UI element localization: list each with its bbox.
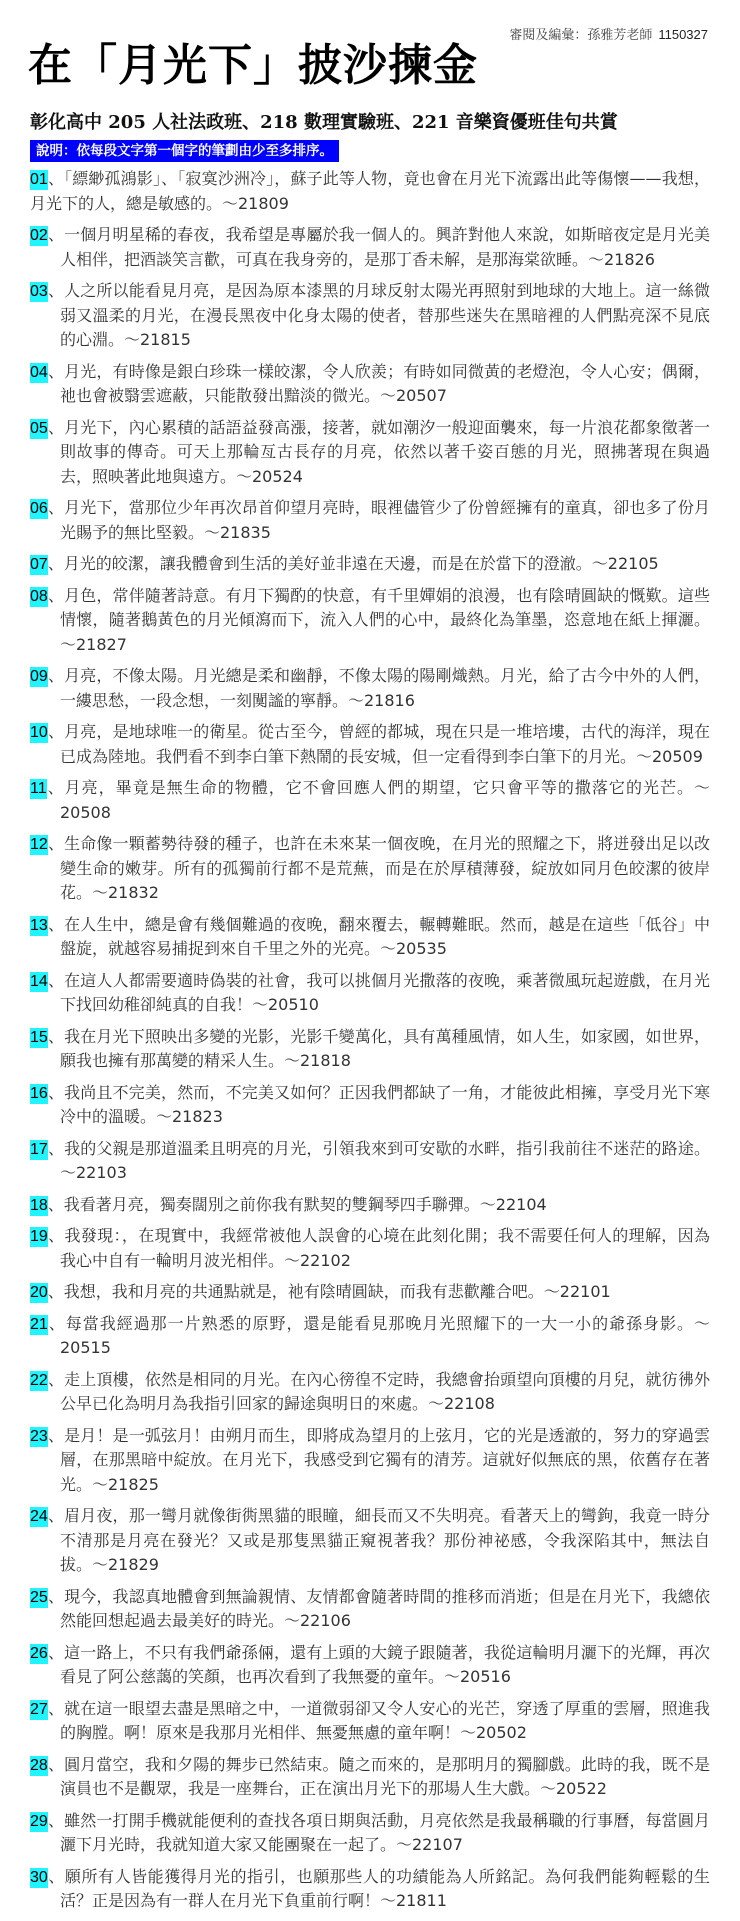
item-number-badge: 07 bbox=[30, 556, 48, 573]
item-number-badge: 27 bbox=[30, 1700, 48, 1718]
item-number-badge: 15 bbox=[30, 1028, 48, 1046]
sentence-item bbox=[30, 1280, 710, 1305]
sentence-item bbox=[30, 1137, 710, 1186]
item-number-badge: 13 bbox=[30, 916, 48, 934]
sentence-item bbox=[30, 1025, 710, 1074]
item-number-badge: 03 bbox=[30, 283, 48, 300]
sentence-item bbox=[30, 416, 710, 490]
item-text: 、是月！是一弧弦月！由朔月而生，即將成為望月的上弦月，它的光是透澈的，努力的穿過雲層，在那黑暗中綻放。在月光下，我感受到它獨有的清芳。這就好似無底的黑，依舊存在著光。～21825 bbox=[47, 1425, 710, 1494]
sentence-item bbox=[30, 279, 710, 353]
sentence-item bbox=[30, 1081, 710, 1130]
item-number-badge: 01 bbox=[30, 171, 48, 188]
item-text: 、雖然一打開手機就能便利的查找各項日期與活動，月亮依然是我最稱職的行事曆，每當圓月灑下月光時，我就知道大家又能團聚在一起了。～22107 bbox=[47, 1810, 710, 1854]
item-number-badge: 11 bbox=[30, 780, 47, 797]
item-number-badge: 14 bbox=[30, 972, 48, 990]
item-text: 、眉月夜，那一彎月就像街衖黑貓的眼瞳，細長而又不失明亮。看著天上的彎鉤，我竟一時分不清那是月亮在發光？又或是那隻黑貓正窺視著我？那份神祕感，令我深陷其中，無法自拔。～21829 bbox=[47, 1506, 710, 1574]
sentence-item bbox=[30, 360, 710, 409]
item-text: 、月光下，內心累積的話語益發高漲，接著，就如潮汐一般迎面襲來，每一片浪花都象徵著一則故事的傳奇。可天上那輪亙古長存的月亮，依然以著千姿百態的月光，照拂著現在與過去，照映著此地與遠方。～20524 bbox=[47, 417, 710, 486]
item-number-badge: 09 bbox=[30, 668, 48, 685]
item-text: 、願所有人皆能獲得月光的指引，也願那些人的功績能為人所銘記。為何我們能夠輕鬆的生活？正是因為有一群人在月光下負重前行啊！～21811 bbox=[47, 1866, 710, 1910]
sentence-item bbox=[30, 1809, 710, 1858]
sentence-item bbox=[30, 1641, 710, 1690]
item-number-badge: 21 bbox=[30, 1315, 48, 1333]
sentence-item bbox=[30, 167, 710, 216]
sentence-item bbox=[30, 1753, 710, 1802]
page-title: 在「月光下」披沙揀金 bbox=[28, 40, 478, 91]
page-subtitle: 彰化高中 205 人社法政班、218 數理實驗班、221 音樂資優班佳句共賞 bbox=[30, 112, 618, 133]
item-text: 、每當我經過那一片熟悉的原野，還是能看見那晚月光照耀下的一大一小的爺孫身影。～20515 bbox=[47, 1313, 710, 1357]
item-text: 、月光，有時像是銀白珍珠一樣皎潔，令人欣羨；有時如同微黃的老燈泡，令人心安；偶爾，祂也會被翳雲遮蔽，只能散發出黯淡的微光。～20507 bbox=[47, 361, 710, 405]
item-text: 、我在月光下照映出多變的光影，光影千變萬化，具有萬種風情，如人生，如家國，如世界，願我也擁有那萬變的精采人生。～21818 bbox=[47, 1026, 710, 1070]
item-number-badge: 24 bbox=[30, 1508, 48, 1525]
item-text: 、我想，我和月亮的共通點就是，祂有陰晴圓缺，而我有悲歡離合吧。～22101 bbox=[47, 1282, 611, 1301]
item-text: 、這一路上，不只有我們爺孫倆，還有上頭的大鏡子跟隨著，我從這輪明月灑下的光輝，再次看見了阿公慈藹的笑顏，也再次看到了我無憂的童年。～20516 bbox=[47, 1642, 710, 1686]
sentence-item bbox=[30, 1193, 710, 1218]
item-number-badge: 28 bbox=[30, 1756, 48, 1774]
item-text: 、就在這一眼望去盡是黑暗之中，一道微弱卻又令人安心的光芒，穿透了厚重的雲層，照進我的胸膛。啊！原來是我那月光相伴、無憂無慮的童年啊！～20502 bbox=[47, 1698, 710, 1742]
item-text: 、我發現：，在現實中，我經常被他人誤會的心境在此刻化開；我不需要任何人的理解，因為我心中自有一輪明月波光相伴。～22102 bbox=[47, 1226, 710, 1270]
item-number-badge: 19 bbox=[30, 1228, 48, 1245]
sentence-item bbox=[30, 1697, 710, 1746]
item-text: 、月色，常伴隨著詩意。有月下獨酌的快意，有千里嬋娟的浪漫，也有陰晴圓缺的慨歎。這些情懷，隨著鵝黃色的月光傾瀉而下，流入人們的心中，最終化為筆墨，恣意地在紙上揮灑。～21827 bbox=[47, 585, 710, 654]
item-number-badge: 02 bbox=[30, 227, 48, 244]
item-number-badge: 18 bbox=[30, 1196, 48, 1214]
sentence-item bbox=[30, 1424, 710, 1498]
item-text: 、現今，我認真地體會到無論親情、友情都會隨著時間的推移而消逝；但是在月光下，我總依然能回想起過去最美好的時光。～22106 bbox=[47, 1586, 710, 1630]
item-number-badge: 16 bbox=[30, 1084, 48, 1102]
item-number-badge: 20 bbox=[30, 1284, 48, 1301]
item-text: 、月亮，畢竟是無生命的物體，它不會回應人們的期望，它只會平等的撒落它的光芒。～20508 bbox=[46, 778, 710, 822]
item-text: 、在這人人都需要適時偽裝的社會，我可以挑個月光撒落的夜晚，乘著微風玩起遊戲，在月光下找回幼稚卻純真的自我！～20510 bbox=[47, 970, 710, 1014]
item-text: 、「縹緲孤鴻影」、「寂寞沙洲冷」，蘇子此等人物，竟也會在月光下流露出此等傷懷——我想，月光下的人，總是敏感的。～21809 bbox=[30, 169, 710, 213]
item-text: 、我尚且不完美，然而，不完美又如何？正因我們都缺了一角，才能彼此相擁，享受月光下寒冷中的溫暖。～21823 bbox=[47, 1082, 710, 1126]
sentence-item bbox=[30, 969, 710, 1018]
sentence-item bbox=[30, 832, 710, 906]
editor-credit bbox=[509, 24, 708, 43]
item-number-badge: 26 bbox=[30, 1644, 48, 1662]
sentence-item bbox=[30, 1585, 710, 1634]
item-number-badge: 30 bbox=[30, 1868, 48, 1886]
sentence-item bbox=[30, 1368, 710, 1417]
item-number-badge: 22 bbox=[30, 1371, 48, 1389]
editor-label: 審閱及編彙：孫雅芳老師 bbox=[509, 27, 653, 42]
item-text: 、圓月當空，我和夕陽的舞步已然結束。隨之而來的，是那明月的獨腳戲。此時的我，既不是演員也不是觀眾，我是一座舞台，正在演出月光下的那場人生大戲。～20522 bbox=[47, 1754, 710, 1798]
item-text: 、一個月明星稀的春夜，我希望是專屬於我一個人的。興許對他人來說，如斯暗夜定是月光美人相伴，把酒談笑言歡，可真在我身旁的，是那丁香未解，是那海棠欲睡。～21826 bbox=[47, 225, 710, 269]
item-number-badge: 08 bbox=[30, 587, 48, 605]
item-number-badge: 10 bbox=[30, 724, 48, 741]
item-number-badge: 23 bbox=[30, 1427, 48, 1445]
editor-code: 1150327 bbox=[658, 27, 708, 42]
sentence-item bbox=[30, 552, 710, 577]
item-text: 、月亮，是地球唯一的衛星。從古至今，曾經的都城，現在只是一堆培塿，古代的海洋，現在已成為陸地。我們看不到李白筆下熱鬧的長安城，但一定看得到李白筆下的月光。～20509 bbox=[47, 722, 710, 766]
sentence-item bbox=[30, 223, 710, 272]
sentence-item bbox=[30, 1865, 710, 1914]
instruction-note: 說明：依每段文字第一個字的筆劃由少至多排序。 bbox=[30, 140, 339, 162]
item-number-badge: 25 bbox=[30, 1588, 48, 1606]
sentence-item bbox=[30, 1312, 710, 1361]
item-text: 、生命像一顆蓄勢待發的種子，也許在未來某一個夜晚，在月光的照耀之下，將迸發出足以改變生命的嫩芽。所有的孤獨前行都不是荒蕪，而是在於厚積薄發，綻放如同月色皎潔的彼岸花。～21832 bbox=[47, 834, 710, 902]
sentence-item bbox=[30, 664, 710, 713]
sentence-item bbox=[30, 496, 710, 545]
sentence-item bbox=[30, 776, 710, 825]
item-number-badge: 17 bbox=[30, 1140, 48, 1158]
item-text: 、人之所以能看見月亮，是因為原本漆黑的月球反射太陽光再照射到地球的大地上。這一絲微弱又溫柔的月光，在漫長黑夜中化身太陽的使者，替那些迷失在黑暗裡的人們點亮深不見底的心淵。～21815 bbox=[47, 281, 710, 349]
sentence-item bbox=[30, 1504, 710, 1578]
item-text: 、走上頂樓，依然是相同的月光。在內心徬徨不定時，我總會抬頭望向頂樓的月兒，就彷彿外公早已化為明月為我指引回家的歸途與明日的來處。～22108 bbox=[47, 1369, 710, 1413]
item-number-badge: 29 bbox=[30, 1812, 48, 1830]
sentence-list bbox=[30, 167, 710, 1921]
sentence-item bbox=[30, 1224, 710, 1273]
item-text: 、我的父親是那道溫柔且明亮的月光，引領我來到可安歇的水畔，指引我前往不迷茫的路途。～22103 bbox=[47, 1138, 710, 1182]
item-text: 、月光的皎潔，讓我體會到生活的美好並非遠在天邊，而是在於當下的澄澈。～22105 bbox=[47, 554, 659, 573]
item-number-badge: 06 bbox=[30, 500, 48, 517]
sentence-item bbox=[30, 913, 710, 962]
item-text: 、月光下，當那位少年再次昂首仰望月亮時，眼裡儘管少了份曾經擁有的童真，卻也多了份月光賜予的無比堅毅。～21835 bbox=[47, 498, 710, 542]
sentence-item bbox=[30, 720, 710, 769]
item-text: 、月亮，不像太陽。月光總是柔和幽靜，不像太陽的陽剛熾熱。月光，給了古今中外的人們，一縷思愁，一段念想，一刻闃謐的寧靜。～21816 bbox=[47, 666, 710, 710]
sentence-item bbox=[30, 584, 710, 658]
item-text: 、在人生中，總是會有幾個難過的夜晚，翻來覆去，輾轉難眠。然而，越是在這些「低谷」中盤旋，就越容易捕捉到來自千里之外的光亮。～20535 bbox=[47, 914, 710, 958]
item-number-badge: 12 bbox=[30, 836, 48, 853]
item-number-badge: 04 bbox=[30, 363, 48, 381]
item-number-badge: 05 bbox=[30, 419, 48, 437]
item-text: 、我看著月亮，獨奏闊別之前你我有默契的雙鋼琴四手聯彈。～22104 bbox=[47, 1194, 547, 1214]
